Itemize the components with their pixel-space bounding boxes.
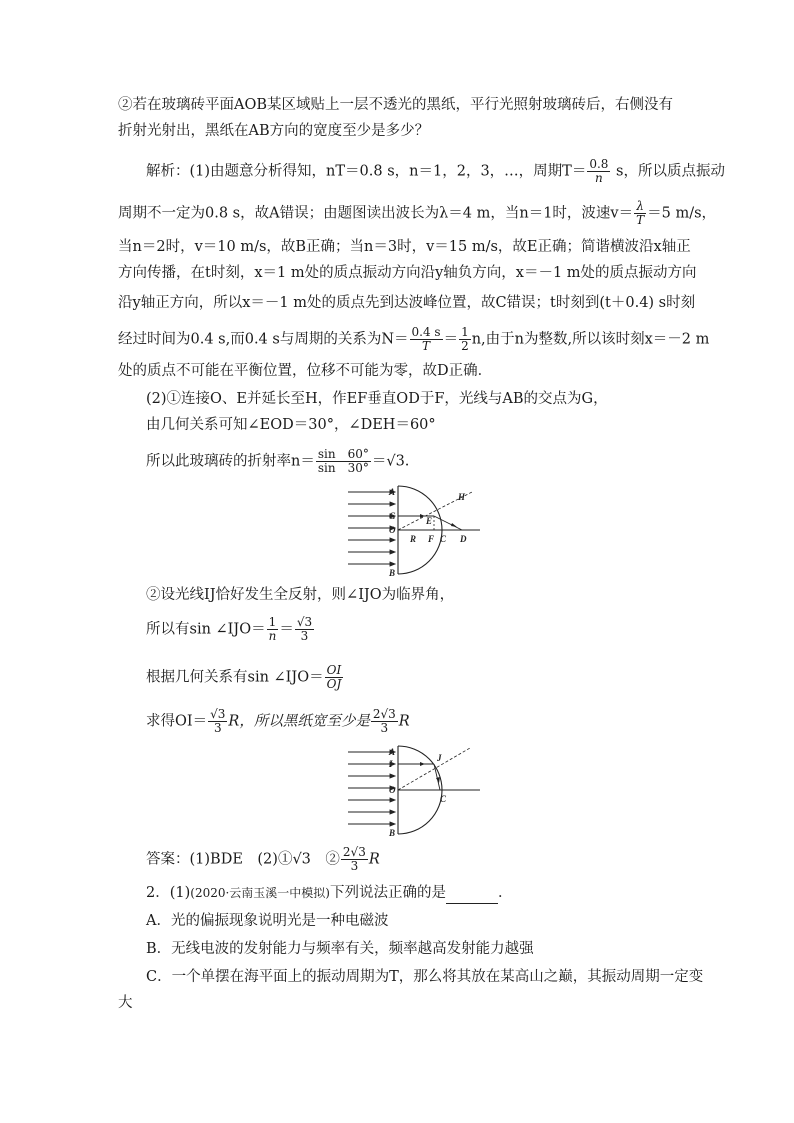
- fig1-label: G: [389, 511, 396, 521]
- text: 2．(1): [146, 885, 191, 901]
- frac-den: OJ: [326, 677, 342, 691]
- text: ＝√3.: [371, 453, 410, 470]
- fig1-label: C: [440, 534, 447, 544]
- text: 经过时间为0.4 s,而0.4 s与周期的关系为N＝: [118, 331, 409, 348]
- frac-num: 2√3: [342, 845, 366, 859]
- text: ．: [497, 885, 513, 901]
- question-source: (2020·云南玉溪一中模拟): [190, 886, 330, 900]
- frac-num: λ: [634, 200, 646, 214]
- frac-num: sin 60°: [317, 447, 369, 461]
- fraction: [295, 616, 314, 643]
- text: ＝: [279, 621, 294, 638]
- text: 解析：(1)由题意分析得知，nT＝0.8 s，n＝1，2，3，…，周期T＝: [146, 163, 587, 180]
- frac-den: 2: [461, 339, 469, 353]
- analysis-line-6: [118, 325, 710, 353]
- fraction: [371, 708, 398, 735]
- frac-den: T: [636, 213, 645, 227]
- frac-den: T: [422, 339, 431, 353]
- fig1-label: A: [389, 487, 396, 497]
- text: 下列说法正确的是: [329, 885, 446, 901]
- text: ＝5 m/s，: [647, 205, 717, 222]
- analysis-line-4: 方向传播，在t时刻，x＝1 m处的质点振动方向沿y轴负方向，x＝－1 m处的质点振动方向: [118, 265, 697, 281]
- frac-num: 2√3: [372, 707, 396, 721]
- part2-line-7: [146, 708, 711, 735]
- fig1-label: F: [428, 534, 435, 544]
- fig1-label: H: [458, 492, 466, 502]
- fraction: [325, 664, 344, 691]
- q2-line-2: 折射光射出，黑纸在AB方向的宽度至少是多少？: [118, 123, 430, 139]
- part2-line-6: [146, 664, 711, 691]
- fig2-label: O: [389, 785, 396, 795]
- fig1-label: O: [389, 525, 396, 535]
- fig2-label: B: [389, 828, 396, 838]
- q3-option-b: B．无线电波的发射能力与频率有关，频率越高发射能力越强: [146, 941, 534, 957]
- analysis-line-5: 沿y轴正方向，所以x＝－1 m处的质点先到达波峰位置，故C错误；t时刻到(t＋0.4) s时刻: [118, 295, 696, 311]
- frac-num: √3: [296, 615, 313, 629]
- fraction: [267, 616, 279, 643]
- fig1-label: E: [426, 516, 433, 526]
- text: R: [368, 851, 380, 868]
- text: ＝: [443, 331, 459, 348]
- fig2-label: A: [389, 747, 396, 757]
- frac-den: 3: [300, 629, 309, 643]
- analysis-line-3: 当n＝2时，v＝10 m/s，故B正确；当n＝3时，v＝15 m/s，故E正确；简谐横波沿x轴正: [118, 239, 691, 255]
- fraction: [410, 326, 443, 353]
- part2-line-3: [146, 448, 711, 475]
- fraction: [587, 158, 610, 185]
- frac-num: 1: [267, 616, 279, 630]
- fraction: [316, 448, 371, 475]
- fraction: [459, 326, 471, 353]
- text: n,由于n为整数,所以该时刻x＝－2 m: [471, 331, 710, 348]
- fraction: [634, 200, 646, 227]
- q3-option-c-line-1: C．一个单摆在海平面上的振动周期为T，那么将其放在某高山之巅，其振动周期一定变: [146, 969, 704, 985]
- frac-den: 3: [380, 721, 389, 735]
- text: 所以此玻璃砖的折射率n＝: [146, 453, 315, 470]
- frac-den: sin 30°: [317, 461, 369, 475]
- figure-2-critical-angle-diagram: [340, 742, 490, 838]
- fig1-label: B: [389, 568, 396, 578]
- frac-num: √3: [210, 707, 226, 721]
- analysis-line-7: 处的质点不可能在平衡位置，位移不可能为零，故D正确．: [118, 363, 493, 379]
- part2-line-5: [146, 616, 711, 643]
- text: 根据几何关系有sin ∠IJO＝: [146, 669, 324, 686]
- frac-den: n: [268, 629, 277, 643]
- text: R: [398, 713, 410, 730]
- fig2-label: C: [440, 794, 447, 804]
- fig2-label: J: [437, 753, 442, 763]
- part2-line-2: 由几何关系可知∠EOD＝30°，∠DEH＝60°: [146, 417, 436, 433]
- answer-blank: [446, 889, 498, 904]
- frac-den: n: [595, 171, 603, 185]
- frac-den: 3: [213, 721, 222, 735]
- frac-num: 0.8: [589, 157, 609, 171]
- q3-option-c-line-2: 大: [118, 995, 133, 1011]
- fig1-label: R: [410, 534, 417, 544]
- fig2-label: I: [389, 759, 393, 769]
- frac-num: OI: [325, 664, 344, 678]
- text: s，所以质点振动: [611, 163, 725, 180]
- fig1-label: D: [460, 534, 467, 544]
- frac-num: 0.4 s: [411, 325, 441, 339]
- figure-1-refraction-diagram: [340, 482, 490, 578]
- q3-option-a: A．光的偏振现象说明光是一种电磁波: [146, 913, 389, 929]
- q3-stem: [146, 882, 711, 904]
- answer-line: [146, 846, 711, 873]
- frac-den: 3: [350, 859, 359, 873]
- text: R，所以黑纸宽至少是: [228, 713, 370, 730]
- analysis-line-2: [118, 199, 717, 227]
- frac-num: 1: [461, 325, 469, 339]
- part2-line-4: ②设光线IJ恰好发生全反射，则∠IJO为临界角，: [146, 587, 455, 603]
- q2-line-1: ②若在玻璃砖平面AOB某区域贴上一层不透光的黑纸，平行光照射玻璃砖后，右侧没有: [118, 97, 674, 113]
- text: 求得OI＝: [146, 713, 208, 730]
- part2-line-1: (2)①连接O、E并延长至H，作EF垂直OD于F，光线与AB的交点为G，: [146, 391, 608, 407]
- text: 所以有sin ∠IJO＝: [146, 621, 266, 638]
- text: 周期不一定为0.8 s，故A错误；由题图读出波长为λ＝4 m，当n＝1时，波速v＝: [118, 205, 634, 222]
- fraction: [208, 708, 227, 735]
- fraction: [341, 846, 368, 873]
- text: 答案：(1)BDE (2)①√3 ②: [146, 851, 340, 868]
- analysis-line-1: [146, 157, 725, 185]
